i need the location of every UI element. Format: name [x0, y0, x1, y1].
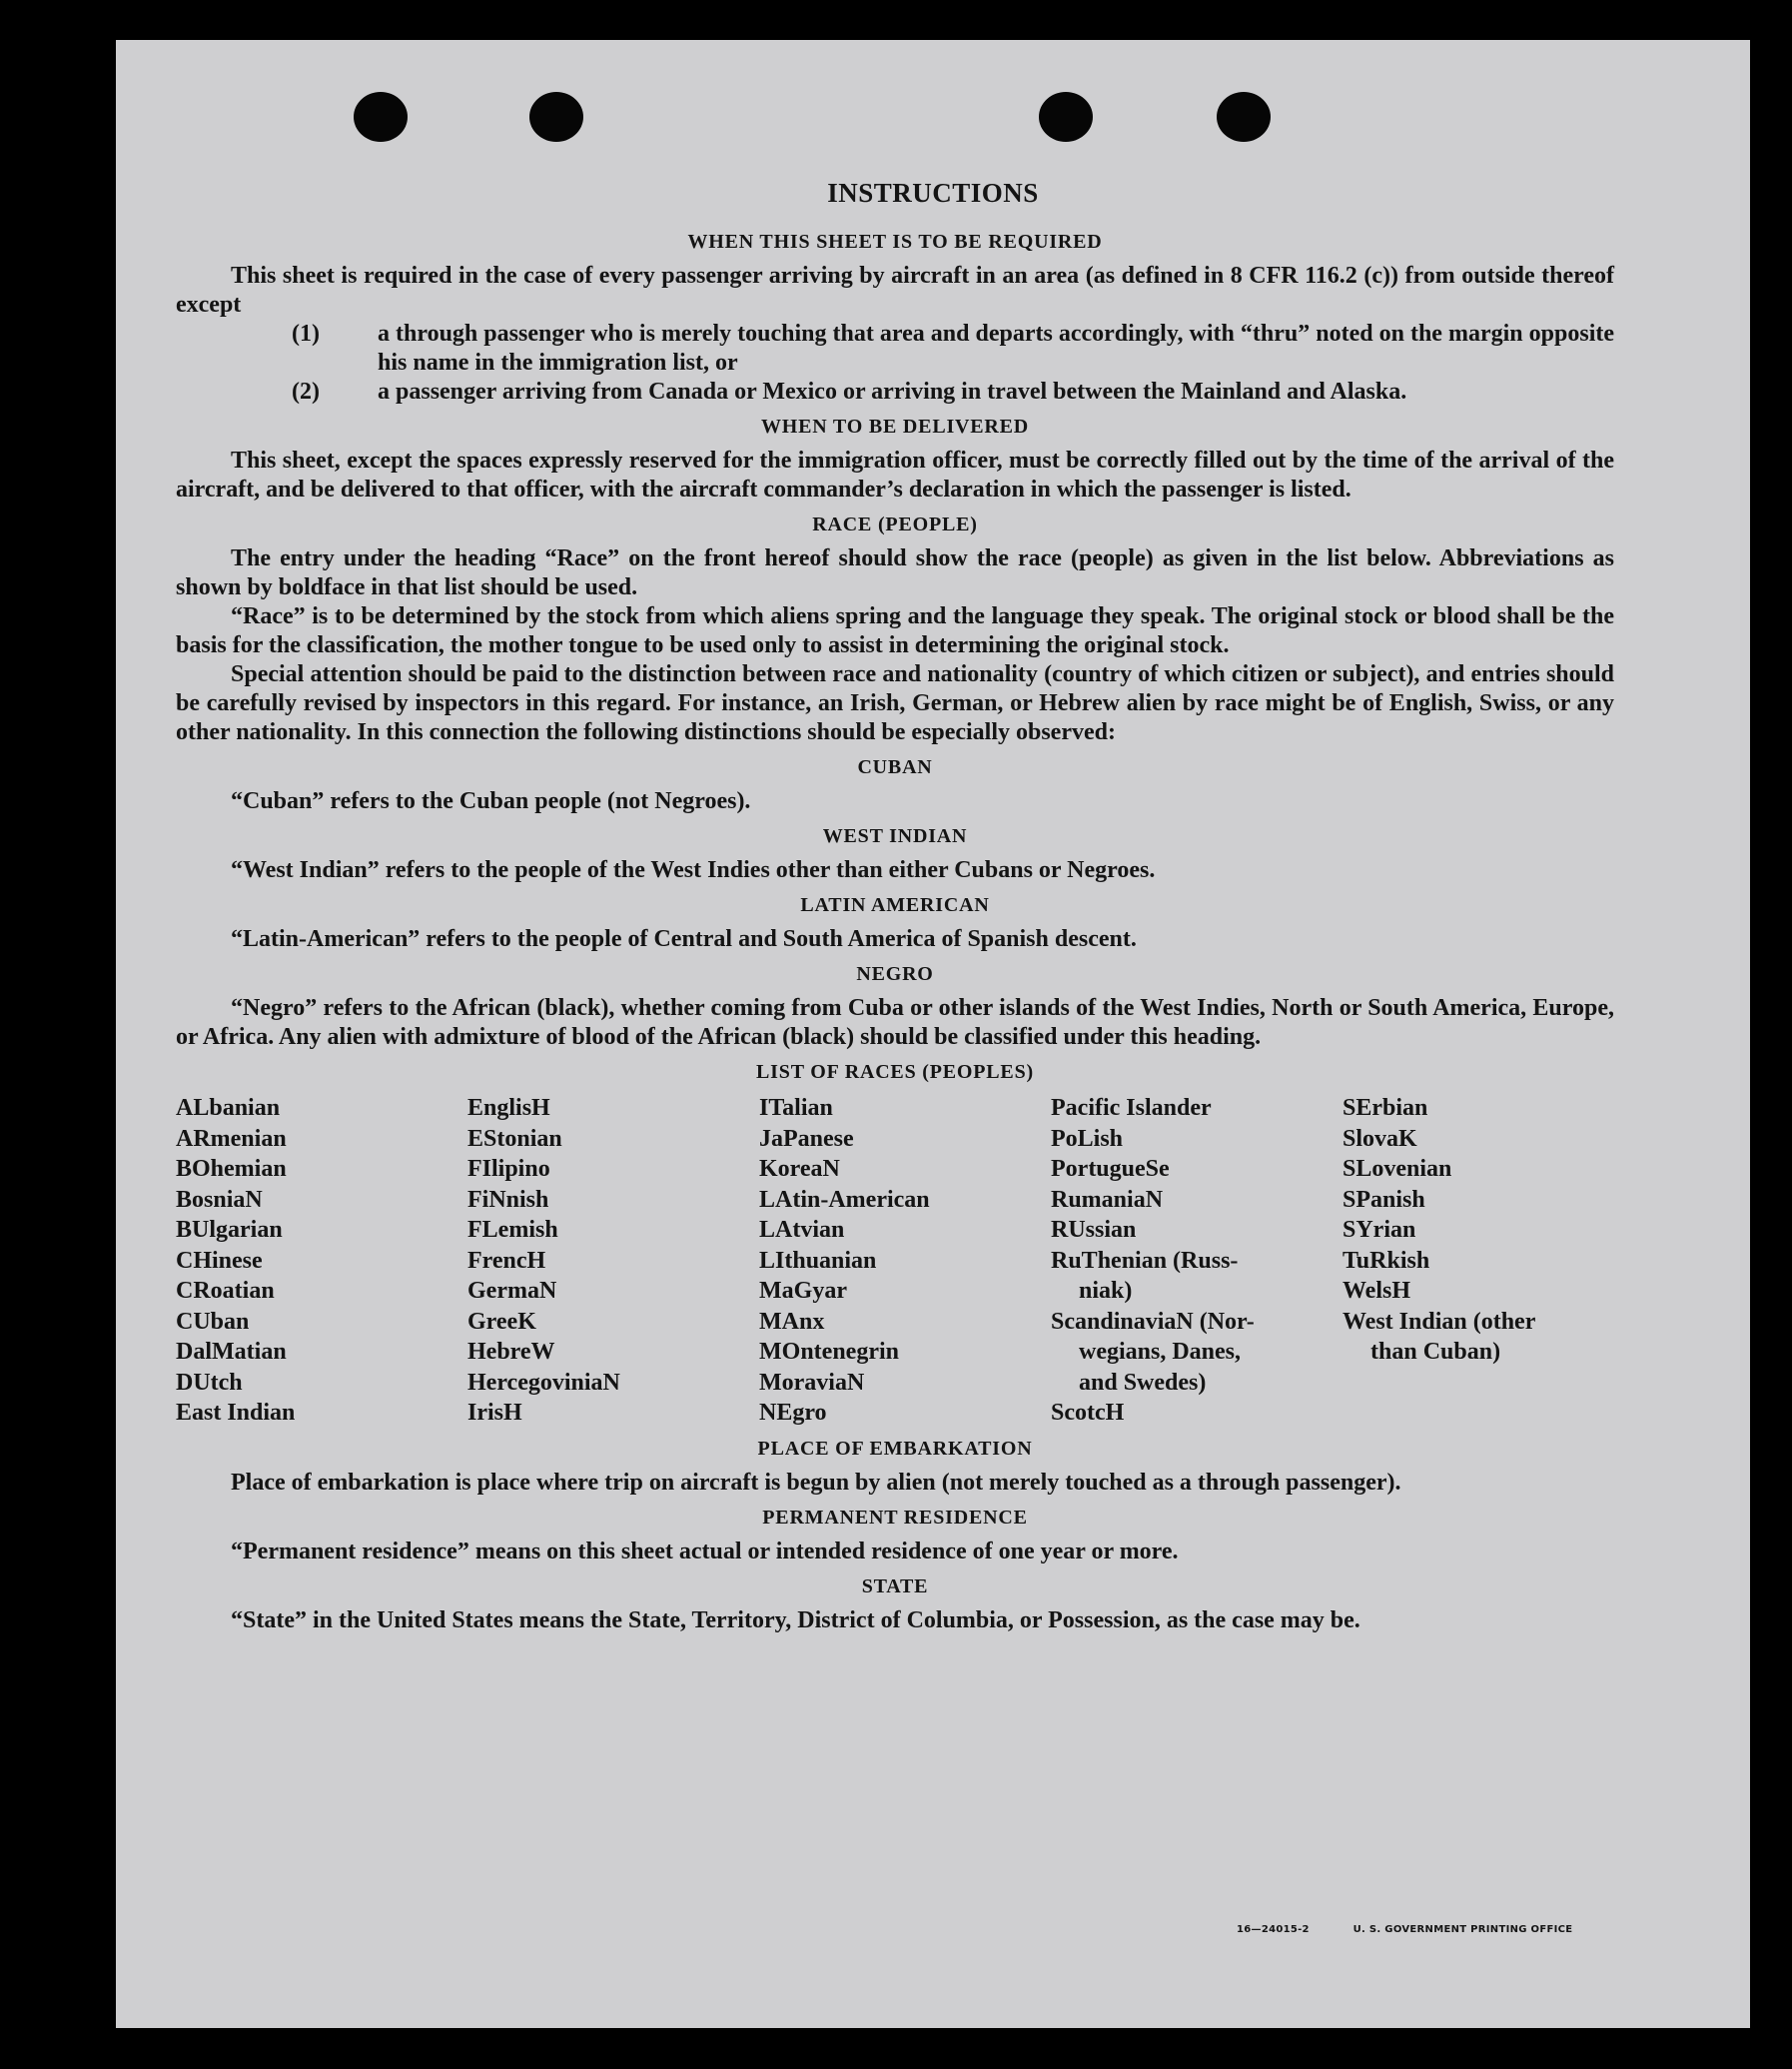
race-entry: FrencH	[467, 1247, 546, 1274]
section-heading-delivered: WHEN TO BE DELIVERED	[760, 416, 1030, 438]
race-entry: MOntenegrin	[759, 1339, 899, 1365]
race-entry: than Cuban)	[1370, 1339, 1501, 1365]
section-heading-races-list: LIST OF RACES (PEOPLES)	[756, 1061, 1034, 1083]
exception-item	[176, 320, 1614, 378]
race-entry: SLovenian	[1343, 1156, 1452, 1182]
race-entry: RUssian	[1051, 1217, 1137, 1243]
printer-credit: U. S. GOVERNMENT PRINTING OFFICE	[1352, 1924, 1573, 1935]
race-entry: FLemish	[467, 1217, 558, 1243]
race-entry: JaPanese	[759, 1125, 854, 1152]
race-entry: SYrian	[1343, 1217, 1416, 1243]
delivered-text: This sheet, except the spaces expressly reserved for the immigration officer, must be correctly filled out by the time of the arrival of the aircraft, and be delivered to that officer, with the aircraft commander’s declaration in which the passenger is listed.	[176, 448, 1614, 503]
race-entry: ARmenian	[176, 1125, 287, 1152]
race-entry: West Indian (other	[1343, 1308, 1536, 1335]
section-heading-state: STATE	[861, 1574, 929, 1597]
print-footer	[1237, 1924, 1612, 1935]
section-heading-cuban: CUBAN	[857, 756, 933, 778]
race-entry: wegians, Danes,	[1079, 1339, 1242, 1365]
race-entry: HebreW	[467, 1339, 555, 1365]
race-paragraph: The entry under the heading “Race” on the front hereof should show the race (people) as given in the list below. Abbreviations as shown by boldface in that list should be used.	[176, 545, 1614, 600]
required-intro: This sheet is required in the case of every passenger arriving by aircraft in an area (as defined in 8 CFR 116.2 (c)) from outside thereof except	[176, 263, 1614, 318]
race-entry: niak)	[1079, 1278, 1133, 1304]
race-entry: CRoatian	[176, 1278, 275, 1304]
punch-hole	[354, 92, 408, 142]
races-column	[1051, 1093, 1343, 1429]
race-entry: ITalian	[759, 1095, 833, 1121]
race-entry: EStonian	[467, 1125, 562, 1152]
race-entry: SlovaK	[1343, 1125, 1417, 1152]
section-heading-embarkation: PLACE OF EMBARKATION	[757, 1437, 1033, 1460]
race-entry: WelsH	[1343, 1278, 1411, 1304]
race-paragraph: “Race” is to be determined by the stock from which aliens spring and the language they speak. The original stock or blood shall be the basis for the classification, the mother tongue to be used only to assist in determining the original stock.	[176, 603, 1614, 658]
races-column	[176, 1093, 467, 1429]
race-entry: LIthuanian	[759, 1247, 877, 1274]
section-heading-negro: NEGRO	[856, 963, 934, 985]
race-entry: DalMatian	[176, 1339, 287, 1365]
race-entry: DUtch	[176, 1369, 243, 1396]
race-entry: SPanish	[1343, 1186, 1425, 1213]
race-entry: KoreaN	[759, 1156, 840, 1182]
race-entry: MoraviaN	[759, 1369, 865, 1396]
race-entry: RumaniaN	[1051, 1186, 1164, 1213]
race-paragraph: Special attention should be paid to the distinction between race and nationality (country of which citizen or subject), and entries should be carefully revised by inspectors in this regard. For instance, an Irish, German, or Hebrew alien by race might be of English, Swiss, or any other nationality. In this connection the following distinctions should be especially observed:	[176, 661, 1614, 745]
race-entry: FIlipino	[467, 1156, 550, 1182]
race-entry: Pacific Islander	[1051, 1095, 1212, 1121]
section-heading-race: RACE (PEOPLE)	[812, 514, 978, 535]
race-entry: CUban	[176, 1308, 250, 1335]
races-column	[759, 1093, 1051, 1429]
race-entry: EnglisH	[467, 1095, 550, 1121]
state-text: “State” in the United States means the State, Territory, District of Columbia, or Possession, as the case may be.	[231, 1606, 1360, 1633]
section-heading-required: WHEN THIS SHEET IS TO BE REQUIRED	[687, 231, 1103, 253]
race-entry: ScotcH	[1051, 1400, 1125, 1426]
instructions-body	[176, 222, 1614, 1635]
exception-item	[176, 378, 1614, 407]
item-number: (2)	[292, 379, 320, 405]
cuban-text: “Cuban” refers to the Cuban people (not Negroes).	[231, 788, 751, 814]
races-column	[467, 1093, 759, 1429]
race-entry: MaGyar	[759, 1278, 847, 1304]
race-entry: NEgro	[759, 1400, 827, 1426]
item-number: (1)	[292, 321, 320, 347]
races-list	[176, 1093, 1614, 1429]
embarkation-text: Place of embarkation is place where trip on aircraft is begun by alien (not merely touched as a through passenger).	[231, 1469, 1401, 1496]
race-entry: IrisH	[467, 1400, 522, 1426]
negro-text: “Negro” refers to the African (black), whether coming from Cuba or other islands of the West Indies, North or South America, Europe, or Africa. Any alien with admixture of blood of the African (black) should be classified under this heading.	[176, 995, 1614, 1050]
page-title: INSTRUCTIONS	[827, 178, 1039, 208]
race-entry: TuRkish	[1343, 1247, 1430, 1274]
race-entry: and Swedes)	[1079, 1369, 1207, 1396]
race-entry: MAnx	[759, 1308, 825, 1335]
punch-hole	[1217, 92, 1271, 142]
section-heading-residence: PERMANENT RESIDENCE	[762, 1506, 1028, 1529]
race-entry: ALbanian	[176, 1095, 281, 1121]
punch-hole	[1039, 92, 1093, 142]
race-entry: BosniaN	[176, 1186, 263, 1213]
race-entry: CHinese	[176, 1247, 263, 1274]
race-entry: RuThenian (Russ-	[1051, 1247, 1239, 1274]
document-sheet	[116, 40, 1750, 2028]
race-entry: SErbian	[1343, 1095, 1428, 1121]
race-entry: LAtvian	[759, 1217, 845, 1243]
form-number: 16—24015-2	[1237, 1924, 1310, 1935]
race-entry: East Indian	[176, 1400, 296, 1426]
residence-text: “Permanent residence” means on this sheet actual or intended residence of one year or more.	[231, 1538, 1179, 1564]
race-entry: HercegoviniaN	[467, 1369, 620, 1396]
section-heading-latin-american: LATIN AMERICAN	[800, 894, 990, 916]
section-heading-west-indian: WEST INDIAN	[822, 825, 968, 847]
race-entry: PortugueSe	[1051, 1156, 1170, 1182]
race-entry: ScandinaviaN (Nor-	[1051, 1308, 1255, 1335]
race-entry: GreeK	[467, 1308, 536, 1335]
races-column	[1343, 1093, 1592, 1429]
race-entry: LAtin-American	[759, 1186, 930, 1213]
race-entry: PoLish	[1051, 1125, 1124, 1152]
west-indian-text: “West Indian” refers to the people of the West Indies other than either Cubans or Negroes.	[231, 857, 1156, 883]
race-entry: FiNnish	[467, 1186, 549, 1213]
item-text: a passenger arriving from Canada or Mexico or arriving in travel between the Mainland and Alaska.	[378, 379, 1407, 405]
punch-hole	[529, 92, 583, 142]
latin-american-text: “Latin-American” refers to the people of Central and South America of Spanish descent.	[231, 926, 1137, 952]
race-entry: BUlgarian	[176, 1217, 283, 1243]
race-entry: GermaN	[467, 1278, 557, 1304]
race-entry: BOhemian	[176, 1156, 287, 1182]
item-text: a through passenger who is merely touching that area and departs accordingly, with “thru” noted on the margin opposite his name in the immigration list, or	[378, 321, 1614, 376]
